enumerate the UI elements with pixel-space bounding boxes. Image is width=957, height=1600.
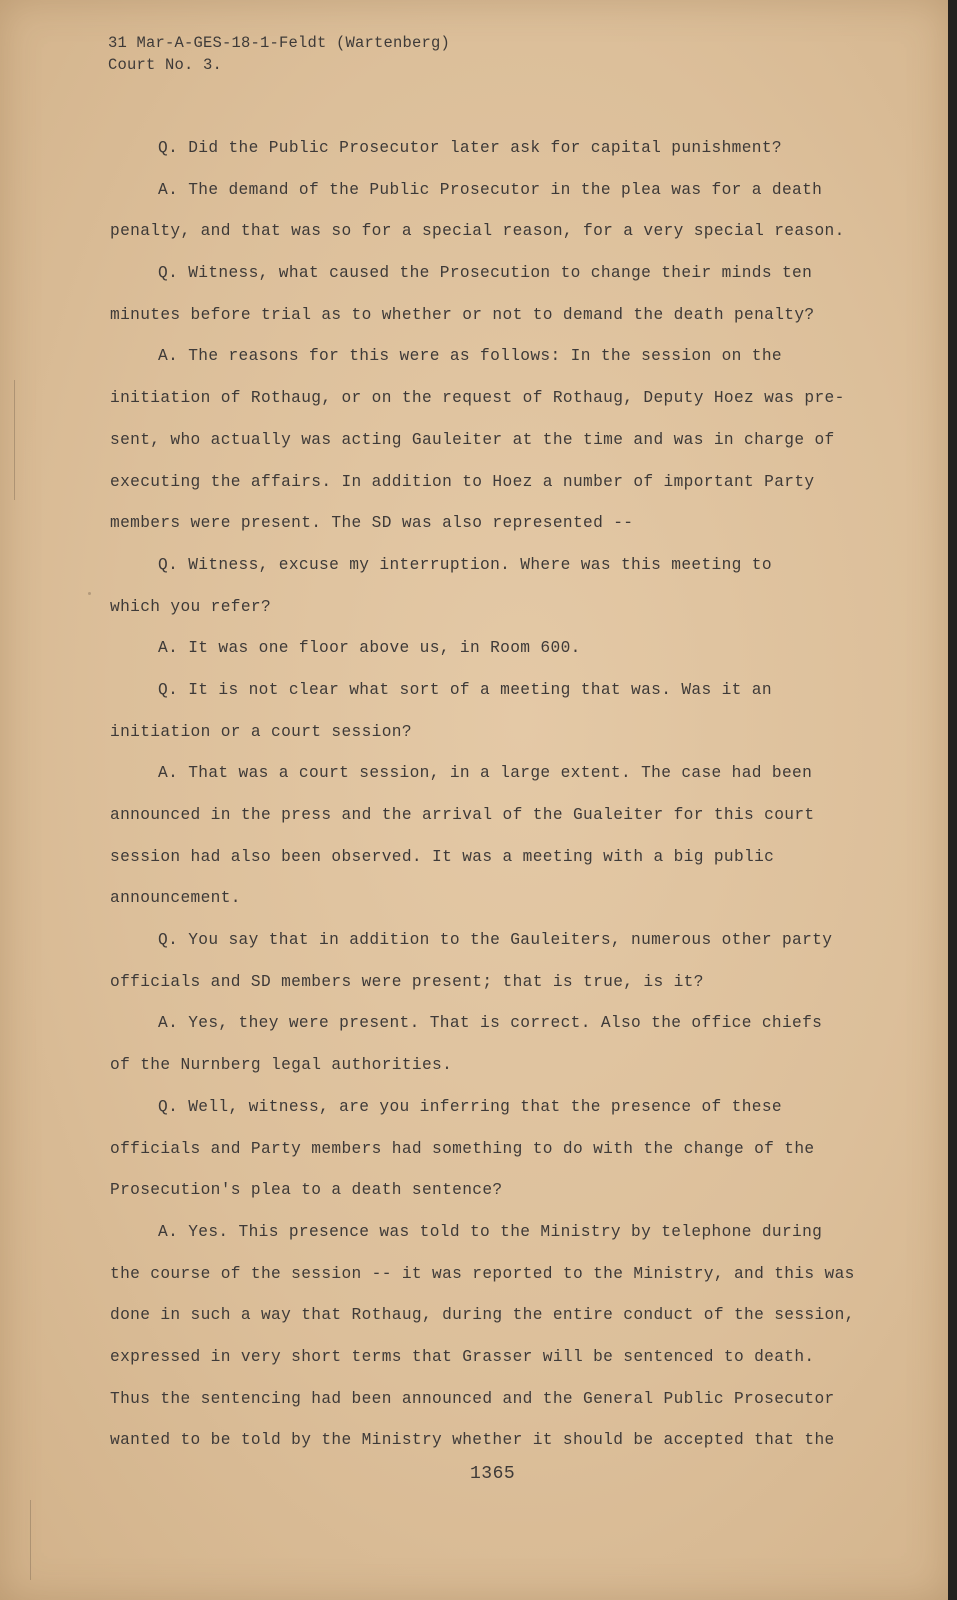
court-number: Court No. 3.: [108, 56, 223, 74]
transcript-line: wanted to be told by the Ministry whether it should be accepted that the: [110, 1431, 835, 1450]
transcript-line: members were present. The SD was also represented --: [110, 514, 634, 533]
transcript-line: Q. Well, witness, are you inferring that the presence of these: [158, 1097, 782, 1116]
transcript-line: A. The demand of the Public Prosecutor in the plea was for a death: [158, 180, 823, 199]
document-header: [108, 32, 450, 76]
transcript-line: A. Yes, they were present. That is correct. Also the office chiefs: [158, 1014, 823, 1033]
transcript-line: Q. You say that in addition to the Gauleiters, numerous other party: [158, 931, 833, 950]
transcript-line: officials and SD members were present; that is true, is it?: [110, 972, 704, 991]
transcript-line: session had also been observed. It was a meeting with a big public: [110, 847, 775, 866]
transcript-line: which you refer?: [110, 597, 272, 616]
page-number: 1365: [470, 1464, 516, 1484]
transcript-line: Thus the sentencing had been announced and the General Public Prosecutor: [110, 1389, 835, 1408]
paper-crease-mark: [30, 1500, 31, 1580]
transcript-line: announcement.: [110, 889, 241, 908]
transcript-line: penalty, and that was so for a special reason, for a very special reason.: [110, 222, 845, 241]
transcript-line: done in such a way that Rothaug, during the entire conduct of the session,: [110, 1306, 855, 1325]
transcript-line: A. That was a court session, in a large extent. The case had been: [158, 764, 813, 783]
transcript-line: sent, who actually was acting Gauleiter at the time and was in charge of: [110, 430, 835, 449]
transcript-line: officials and Party members had something to do with the change of the: [110, 1139, 815, 1158]
transcript-line: Prosecution's plea to a death sentence?: [110, 1181, 503, 1200]
transcript-line: announced in the press and the arrival of the Gualeiter for this court: [110, 806, 815, 824]
transcript-line: minutes before trial as to whether or not to demand the death penalty?: [110, 305, 815, 324]
case-reference: 31 Mar-A-GES-18-1-Feldt (Wartenberg): [108, 34, 451, 52]
transcript-line: A. Yes. This presence was told to the Ministry by telephone during: [158, 1222, 823, 1241]
transcript-line: expressed in very short terms that Grasser will be sentenced to death.: [110, 1347, 815, 1366]
transcript-line: Q. It is not clear what sort of a meeting that was. Was it an: [158, 680, 772, 699]
transcript-line: executing the affairs. In addition to Hoez a number of important Party: [110, 472, 815, 491]
transcript-line: initiation of Rothaug, or on the request of Rothaug, Deputy Hoez was pre-: [110, 389, 845, 408]
paper-crease-mark: [14, 380, 15, 500]
transcript-line: Q. Witness, what caused the Prosecution to change their minds ten: [158, 264, 813, 283]
transcript-line: A. The reasons for this were as follows: In the session on the: [158, 347, 782, 366]
transcript-line: of the Nurnberg legal authorities.: [110, 1056, 453, 1075]
transcript-line: the course of the session -- it was reported to the Ministry, and this was: [110, 1264, 855, 1283]
scan-edge: [948, 0, 957, 1600]
transcript-line: Q. Did the Public Prosecutor later ask for capital punishment?: [158, 139, 782, 157]
transcript-body: [110, 128, 870, 1462]
transcript-line: A. It was one floor above us, in Room 600.: [158, 639, 581, 658]
transcript-line: initiation or a court session?: [110, 722, 412, 741]
paper-speck-mark: [88, 592, 91, 595]
transcript-line: Q. Witness, excuse my interruption. Where was this meeting to: [158, 555, 772, 574]
